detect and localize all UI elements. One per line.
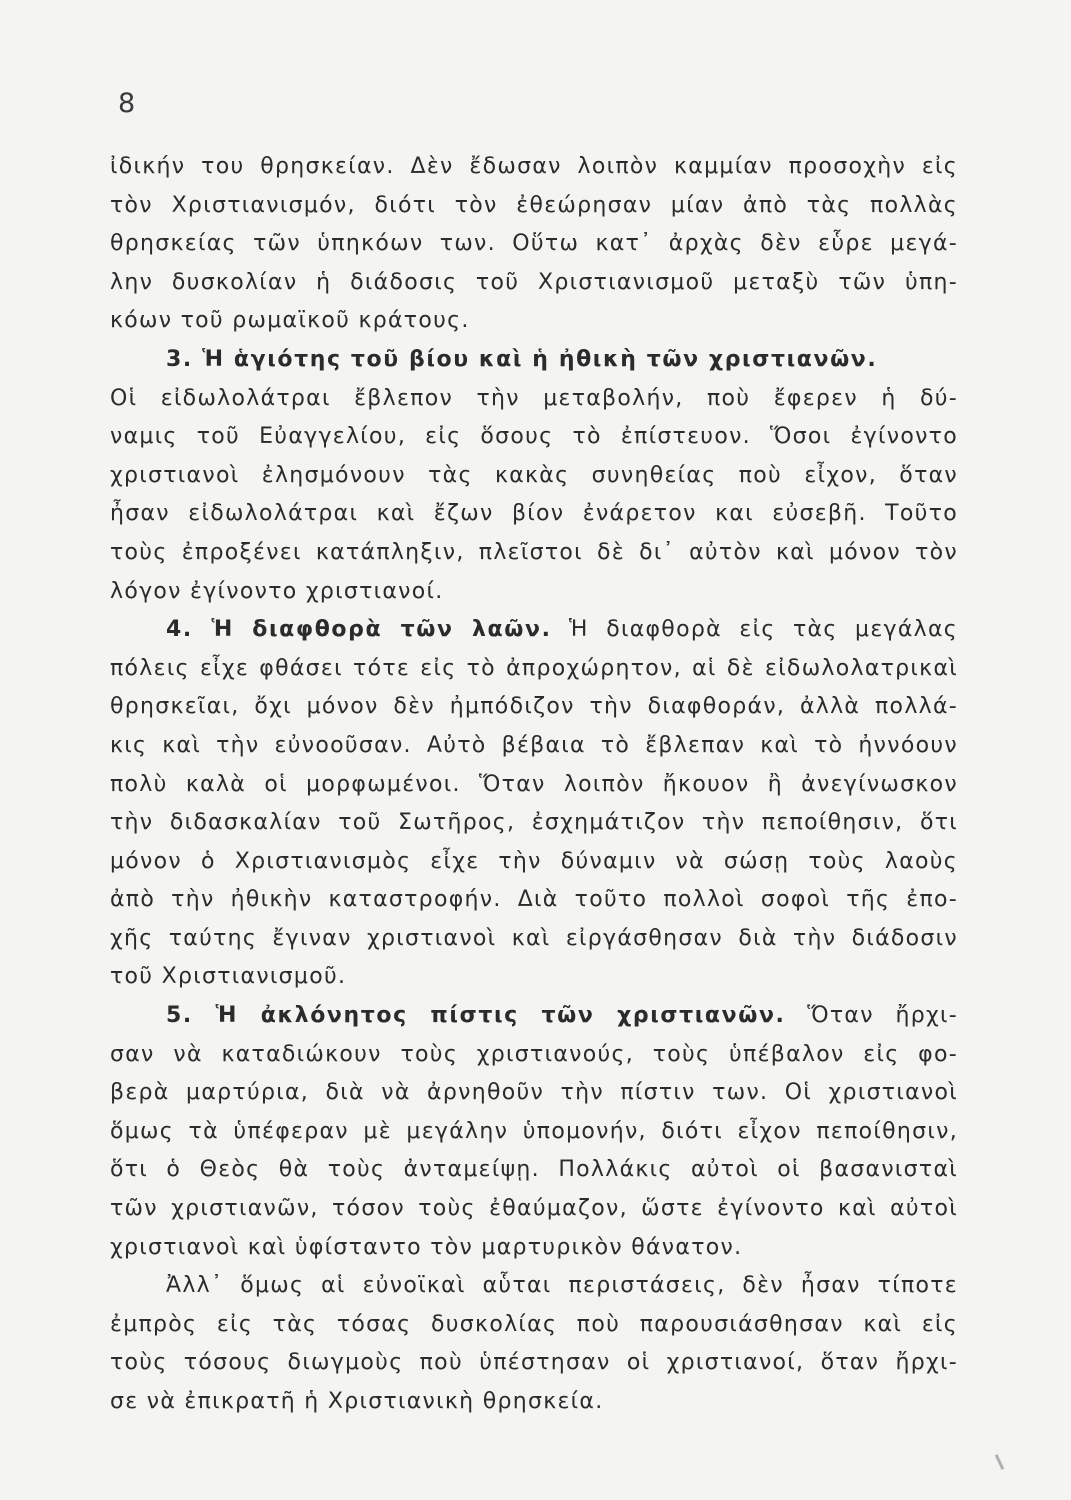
text-line: κις καὶ τὴν εὐνοοῦσαν. Αὐτὸ βέβαια τὸ ἔβλεπαν καὶ τὸ ἠννόουν — [110, 732, 958, 758]
section-5-heading: 5. Ἡ ἀκλόνητος πίστις τῶν χριστιανῶν. — [166, 1003, 786, 1029]
text-line: Οἱ εἰδωλολάτραι ἔβλεπον τὴν μεταβολήν, ποὺ ἔφερεν ἡ δύ- — [110, 385, 958, 411]
text-line: λην δυσκολίαν ἡ διάδοσις τοῦ Χριστιανισμοῦ μεταξὺ τῶν ὑπη- — [110, 269, 958, 295]
text-line: χριστιανοὶ ἐλησμόνουν τὰς κακὰς συνηθείας ποὺ εἶχον, ὅταν — [110, 462, 958, 488]
scan-mark — [995, 1454, 1004, 1470]
text-line: χῆς ταύτης ἔγιναν χριστιανοὶ καὶ εἰργάσθησαν διὰ τὴν διάδοσιν — [110, 925, 958, 951]
text-line: τὴν διδασκαλίαν τοῦ Σωτῆρος, ἐσχημάτιζον τὴν πεποίθησιν, ὅτι — [110, 810, 958, 836]
section-4-first-line — [110, 611, 958, 650]
text-line: τὸν Χριστιανισμόν, διότι τὸν ἐθεώρησαν μίαν ἀπὸ τὰς πολλὰς — [110, 192, 958, 218]
section-3-heading: 3. Ἡ ἁγιότης τοῦ βίου καὶ ἡ ἠθικὴ τῶν χριστιανῶν. — [166, 346, 878, 372]
text-line: τοῦ Χριστιανισμοῦ. — [110, 964, 347, 990]
text-line: θρησκεῖαι, ὄχι μόνον δὲν ἠμπόδιζον τὴν διαφθοράν, ἀλλὰ πολλά- — [110, 694, 958, 720]
text-line: Ἀλλ᾽ ὅμως αἱ εὐνοϊκαὶ αὗται περιστάσεις, δὲν ἦσαν τίποτε — [166, 1273, 958, 1299]
text-line: τοὺς ἐπροξένει κατάπληξιν, πλεῖστοι δὲ δι᾽ αὐτὸν καὶ μόνον τὸν — [110, 539, 958, 565]
text-line: πολὺ καλὰ οἱ μορφωμένοι. Ὅταν λοιπὸν ἤκουον ἢ ἀνεγίνωσκον — [110, 771, 958, 797]
text-line: πόλεις εἶχε φθάσει τότε εἰς τὸ ἀπροχώρητον, αἱ δὲ εἰδωλολατρικαὶ — [110, 655, 958, 681]
section-4-heading: 4. Ἡ διαφθορὰ τῶν λαῶν. — [166, 617, 552, 643]
text-line: ναμις τοῦ Εὐαγγελίου, εἰς ὅσους τὸ ἐπίστευον. Ὅσοι ἐγίνοντο — [110, 424, 958, 450]
text-line: ἐμπρὸς εἰς τὰς τόσας δυσκολίας ποὺ παρουσιάσθησαν καὶ εἰς — [110, 1311, 958, 1337]
text-line: τῶν χριστιανῶν, τόσον τοὺς ἐθαύμαζον, ὥστε ἐγίνοντο καὶ αὐτοὶ — [110, 1196, 958, 1222]
text-line: σε νὰ ἐπικρατῆ ἡ Χριστιανικὴ θρησκεία. — [110, 1389, 604, 1414]
text-line: ὅμως τὰ ὑπέφεραν μὲ μεγάλην ὑπομονήν, διότι εἶχον πεποίθησιν, — [110, 1118, 958, 1144]
section-5-first-line — [110, 997, 958, 1036]
text-line: ὅτι ὁ Θεὸς θὰ τοὺς ἀνταμείψῃ. Πολλάκις αὐτοὶ οἱ βασανισταὶ — [110, 1157, 958, 1183]
body-text — [110, 148, 958, 1422]
text-line: σαν νὰ καταδιώκουν τοὺς χριστιανούς, τοὺς ὑπέβαλον εἰς φο- — [110, 1041, 958, 1067]
text-line: ἰδικήν του θρησκείαν. Δὲν ἔδωσαν λοιπὸν καμμίαν προσοχὴν εἰς — [110, 154, 958, 179]
text-line: ἦσαν εἰδωλολάτραι καὶ ἔζων βίον ἐνάρετον και εὐσεβῆ. Τοῦτο — [110, 501, 958, 527]
section-4-first-line-text: Ἡ διαφθορὰ εἰς τὰς μεγάλας — [569, 617, 958, 643]
text-line: βερὰ μαρτύρια, διὰ νὰ ἀρνηθοῦν τὴν πίστιν των. Οἱ χριστιανοὶ — [110, 1080, 958, 1106]
text-line: τοὺς τόσους διωγμοὺς ποὺ ὑπέστησαν οἱ χριστιανοί, ὅταν ἤρχι- — [110, 1350, 958, 1376]
text-line: ἀπὸ τὴν ἠθικὴν καταστροφήν. Διὰ τοῦτο πολλοὶ σοφοὶ τῆς ἐπο- — [110, 887, 958, 913]
section-5-first-line-text: Ὅταν ἤρχι- — [807, 1003, 959, 1029]
text-line: χριστιανοὶ καὶ ὑφίσταντο τὸν μαρτυρικὸν θάνατον. — [110, 1234, 743, 1260]
text-line: θρησκείας τῶν ὑπηκόων των. Οὕτω κατ᾽ ἀρχὰς δὲν εὗρε μεγά- — [110, 231, 958, 257]
text-line: κόων τοῦ ρωμαϊκοῦ κράτους. — [110, 308, 470, 334]
text-line: μόνον ὁ Χριστιανισμὸς εἶχε τὴν δύναμιν νὰ σώσῃ τοὺς λαοὺς — [110, 848, 958, 874]
page-number: 8 — [118, 88, 137, 119]
text-line: λόγον ἐγίνοντο χριστιανοί. — [110, 578, 444, 604]
